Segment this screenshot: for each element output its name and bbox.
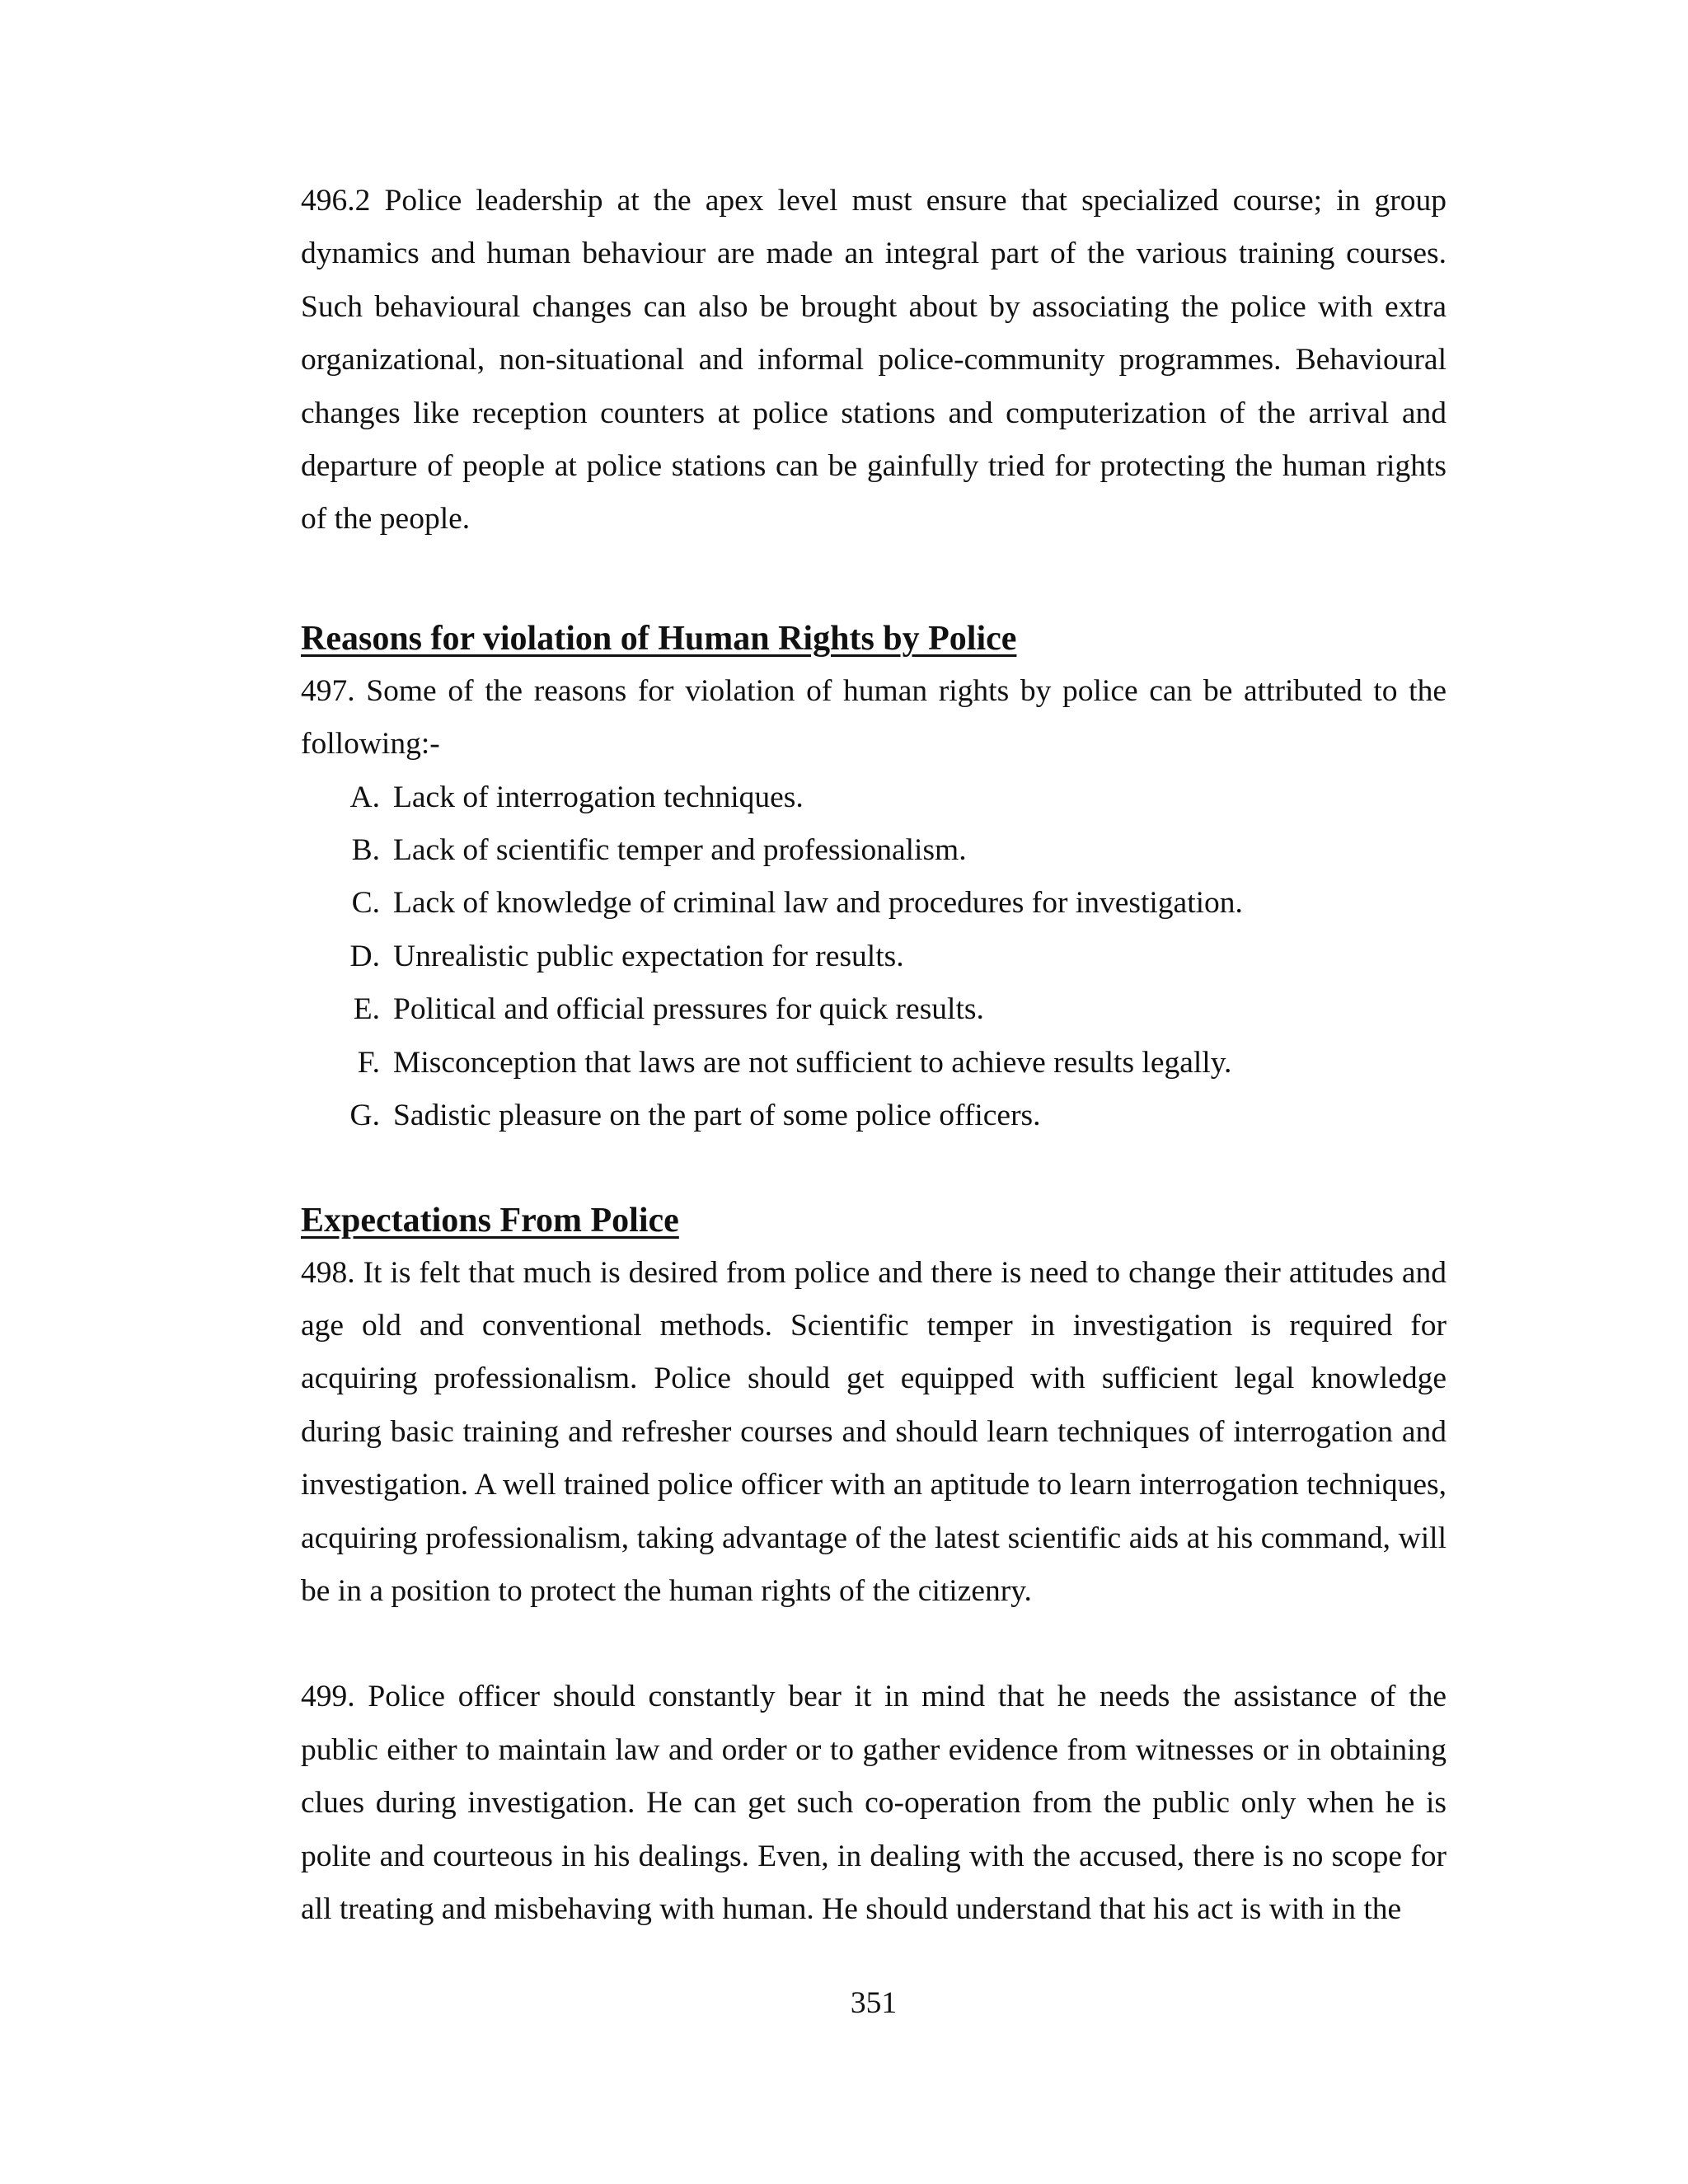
paragraph-496-2: 496.2 Police leadership at the apex level must ensure that specialized course; in group dynamics and human behaviour are made an integral part of the various training courses. Such behavioural changes can also be brought about by associating the police with extra organizational, non-situational and informal police-community programmes. Behavioural changes like reception counters at police stations and computerization of the arrival and departure of people at police stations can be gainfully tried for protecting the human rights of the people. — [301, 184, 1447, 537]
paragraph-499: 499. Police officer should constantly bear it in mind that he needs the assistance of the public either to maintain law and order or to gather evidence from witnesses or in obtaining clues during investigation. He can get such co-operation from the public only when he is polite and courteous in his dealings. Even, in dealing with the accused, there is no scope for all treating and misbehaving with human. He should understand that his act is with in the — [301, 1680, 1447, 1926]
list-item — [301, 771, 1447, 824]
reasons-list — [301, 771, 1447, 1143]
list-marker: C. — [351, 886, 380, 921]
heading-expectations: Expectations From Police — [301, 1201, 679, 1240]
list-marker: B. — [351, 833, 380, 868]
spacer — [301, 546, 1447, 612]
list-item — [301, 1037, 1447, 1090]
list-item-text: Political and official pressures for quick results. — [393, 992, 984, 1027]
paragraph-498: 498. It is felt that much is desired from police and there is need to change their attitudes and age old and conventional methods. Scientific temper in investigation is required for acquiring professionalism. Police should get equipped with sufficient legal knowledge during basic training and refresher courses and should learn techniques of interrogation and investigation. A well trained police officer with an aptitude to learn interrogation techniques, acquiring professionalism, taking advantage of the latest scientific aids at his command, will be in a position to protect the human rights of the citizenry. — [301, 1255, 1447, 1608]
list-item-text: Lack of interrogation techniques. — [393, 780, 804, 814]
list-marker: E. — [353, 992, 380, 1027]
list-marker: F. — [357, 1045, 380, 1080]
list-marker: D. — [349, 939, 380, 973]
list-item — [301, 824, 1447, 877]
list-item-text: Misconception that laws are not sufficient to achieve results legally. — [393, 1045, 1232, 1080]
list-item-text: Sadistic pleasure on the part of some police officers. — [393, 1099, 1041, 1133]
spacer — [301, 1143, 1447, 1194]
page-number: 351 — [850, 1986, 898, 2020]
paragraph-497: 497. Some of the reasons for violation of human rights by police can be attributed to the following:- — [301, 673, 1447, 762]
list-marker: A. — [349, 780, 380, 814]
list-marker: G. — [349, 1099, 380, 1133]
list-item — [301, 930, 1447, 983]
list-item — [301, 1090, 1447, 1142]
heading-reasons-violation: Reasons for violation of Human Rights by Police — [301, 619, 1017, 658]
list-item-text: Lack of scientific temper and professionalism. — [393, 833, 967, 868]
list-item — [301, 983, 1447, 1036]
page-body — [301, 175, 1447, 1936]
list-item-text: Unrealistic public expectation for results. — [393, 939, 904, 973]
list-item — [301, 877, 1447, 930]
list-item-text: Lack of knowledge of criminal law and procedures for investigation. — [393, 886, 1243, 921]
spacer — [301, 1618, 1447, 1671]
